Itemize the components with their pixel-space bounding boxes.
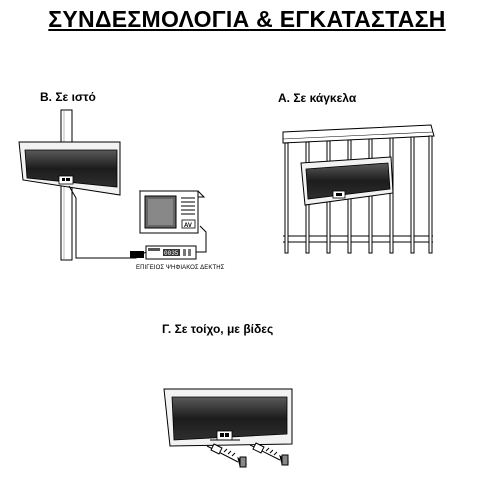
wall-label: Γ. Σε τοίχο, με βίδες	[162, 322, 274, 336]
tv-av-badge: AV	[184, 223, 192, 229]
mast-cable	[69, 186, 146, 258]
screw-left	[207, 444, 246, 467]
receiver-display: 0035	[164, 250, 179, 257]
wall-antenna	[164, 389, 292, 446]
railing-antenna	[301, 157, 393, 205]
mast-installation	[19, 110, 206, 260]
wall-installation	[164, 389, 292, 467]
receiver	[130, 246, 196, 259]
railing-label: Α. Σε κάγκελα	[278, 91, 357, 105]
tv-set	[140, 191, 204, 233]
screw-right	[250, 443, 288, 465]
railing-installation	[283, 125, 434, 253]
mast-label: Β. Σε ιστό	[40, 90, 96, 104]
page-title: ΣΥΝΔΕΣΜΟΛΟΓΙΑ & ΕΓΚΑΤΑΣΤΑΣΗ	[48, 6, 446, 32]
receiver-caption: ΕΠΙΓΕΙΟΣ ΨΗΦΙΑΚΟΣ ΔΕΚΤΗΣ	[136, 265, 225, 271]
